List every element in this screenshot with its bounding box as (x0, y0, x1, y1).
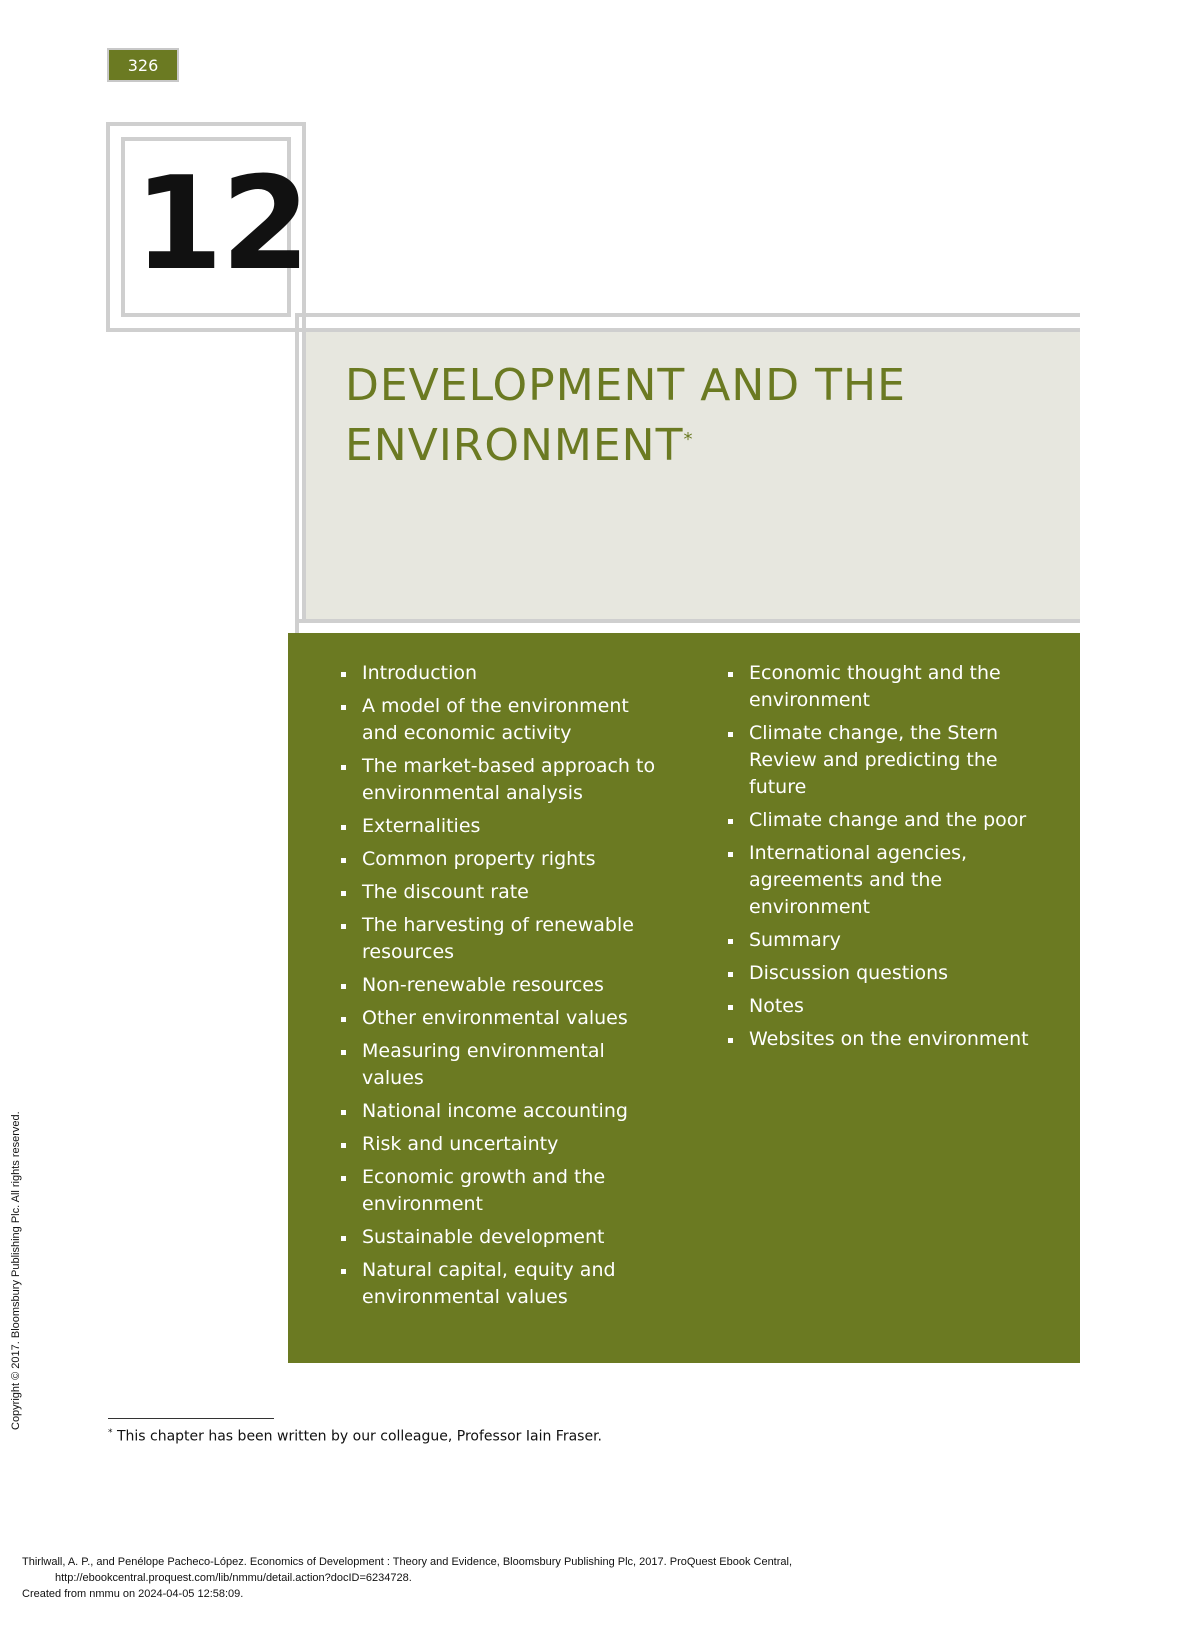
contents-item: Externalities (340, 813, 670, 840)
chapter-number: 12 (134, 150, 309, 299)
contents-item: Notes (727, 993, 1057, 1020)
contents-item: Economic thought and the environment (727, 660, 1057, 714)
footnote-mark: * (108, 1428, 113, 1438)
citation-link[interactable]: http://ebookcentral.proquest.com/lib/nmmu/detail.action?docID=6234728. (55, 1572, 412, 1584)
chapter-title-line-2 (345, 416, 1045, 476)
chapter-title-footnote-mark: * (683, 429, 694, 450)
side-copyright: Copyright © 2017. Bloomsbury Publishing Plc. All rights reserved. (10, 1111, 22, 1430)
chapter-title-line-2-text: ENVIRONMENT (345, 420, 684, 471)
contents-item: Introduction (340, 660, 670, 687)
contents-item: Summary (727, 927, 1057, 954)
contents-item: Websites on the environment (727, 1026, 1057, 1053)
chapter-title (345, 356, 1045, 476)
chapter-title-line-1: DEVELOPMENT AND THE (345, 360, 906, 411)
bottom-rule (295, 619, 1080, 623)
contents-item: Climate change, the Stern Review and predicting the future (727, 720, 1057, 801)
contents-item: Natural capital, equity and environmental values (340, 1257, 670, 1311)
contents-item: The discount rate (340, 879, 670, 906)
citation-line-1: Thirlwall, A. P., and Penélope Pacheco-López. Economics of Development : Theory and Evidence, Bloomsbury Publishing Plc, 2017. ProQuest Ebook Central, (22, 1556, 793, 1568)
contents-item: Climate change and the poor (727, 807, 1057, 834)
contents-item: The market-based approach to environmental analysis (340, 753, 670, 807)
contents-item: Economic growth and the environment (340, 1164, 670, 1218)
contents-item: Other environmental values (340, 1005, 670, 1032)
contents-item: National income accounting (340, 1098, 670, 1125)
title-panel-top-rule (302, 328, 1080, 332)
citation (22, 1554, 1122, 1602)
page-number: 326 (107, 48, 179, 82)
footnote-rule (108, 1418, 274, 1419)
contents-item: International agencies, agreements and the environment (727, 840, 1057, 921)
citation-line-3: Created from nmmu on 2024-04-05 12:58:09. (22, 1588, 244, 1600)
contents-item: Measuring environmental values (340, 1038, 670, 1092)
contents-item: Sustainable development (340, 1224, 670, 1251)
contents-item: A model of the environment and economic activity (340, 693, 670, 747)
footnote-text: This chapter has been written by our colleague, Professor Iain Fraser. (116, 1428, 603, 1445)
top-rule (295, 313, 1080, 317)
contents-item: Non-renewable resources (340, 972, 670, 999)
vertical-rule (295, 313, 299, 633)
footnote (108, 1428, 808, 1445)
contents-item: Discussion questions (727, 960, 1057, 987)
contents-item: The harvesting of renewable resources (340, 912, 670, 966)
contents-item: Risk and uncertainty (340, 1131, 670, 1158)
contents-item: Common property rights (340, 846, 670, 873)
contents-list-left (340, 660, 670, 1317)
contents-list-right (727, 660, 1057, 1059)
